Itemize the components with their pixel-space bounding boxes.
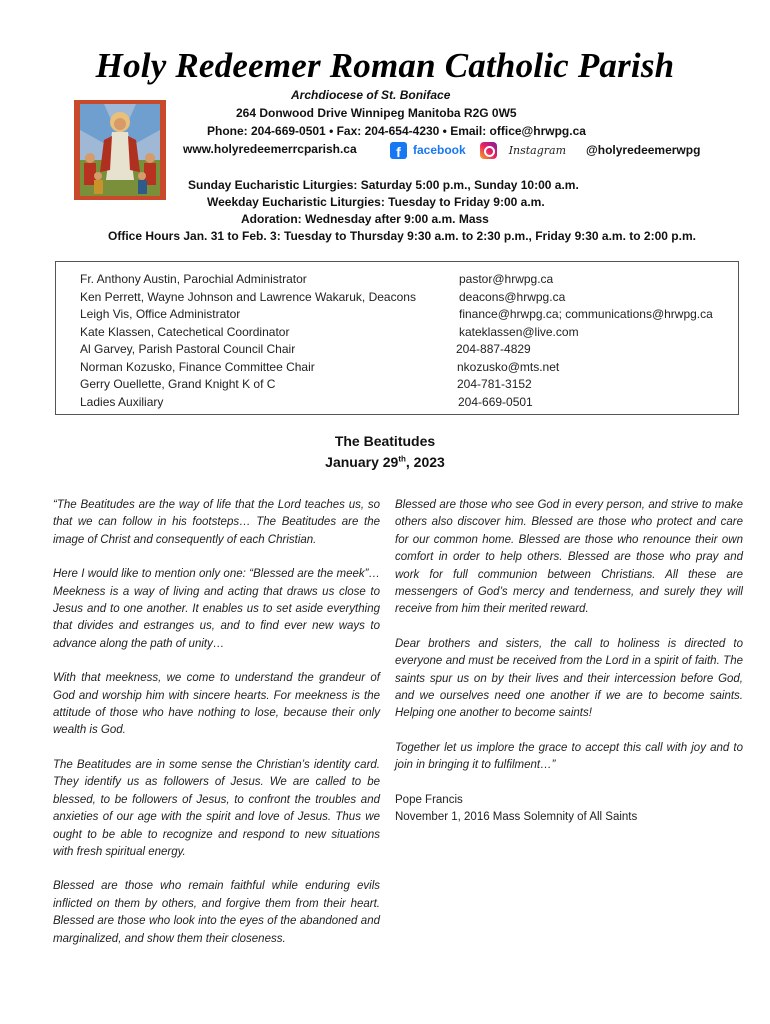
article-paragraph: Together let us implore the grace to accept this call with joy and to join in bringing it to fulfilment…”: [395, 741, 743, 772]
social-links: [390, 141, 700, 159]
contact-directory: [55, 261, 739, 415]
contact-name: Al Garvey, Parish Pastoral Council Chair: [80, 342, 296, 356]
weekday-liturgies: Weekday Eucharistic Liturgies: Tuesday to Friday 9:00 a.m.: [207, 195, 545, 209]
attribution-event: November 1, 2016 Mass Solemnity of All Saints: [395, 811, 638, 824]
contact-detail[interactable]: deacons@hrwpg.ca: [459, 289, 566, 304]
address-line: 264 Donwood Drive Winnipeg Manitoba R2G 0W5: [236, 106, 517, 120]
contact-name: Ken Perrett, Wayne Johnson and Lawrence Wakaruk, Deacons: [80, 289, 416, 304]
contact-name: Fr. Anthony Austin, Parochial Administrator: [80, 272, 307, 286]
contact-row: [80, 325, 720, 343]
contact-name: Ladies Auxiliary: [80, 394, 164, 409]
facebook-icon[interactable]: f: [390, 142, 407, 159]
contact-row: [80, 272, 720, 290]
contact-name: Leigh Vis, Office Administrator: [80, 307, 241, 321]
contact-row: [80, 307, 720, 325]
article-paragraph: With that meekness, we come to understand the grandeur of God and worship him with sincere hearts. For meekness is the attitude of those who have nothing to lose, because their only wealth is God.: [53, 672, 380, 737]
article-paragraph: Blessed are those who remain faithful while enduring evils inflicted on them by others, and forgive them from their heart. Blessed are those who look into the eyes of the abandoned and marginalized, and show them their closeness.: [53, 880, 380, 945]
article-paragraph: Here I would like to mention only one: “Blessed are the meek”…Meekness is a way of living and acting that draws us close to Jesus and to one another. It enables us to set aside everything that divides and estranges us, and to find ever new ways to advance along the path of unity…: [53, 568, 380, 650]
contact-row: [80, 342, 720, 360]
instagram-icon[interactable]: [480, 142, 497, 159]
social-handle[interactable]: @holyredeemerwpg: [586, 143, 701, 157]
article-paragraph: Blessed are those who see God in every person, and strive to make others also discover him. Blessed are those who protect and care for our common home. Blessed are those who renounce their own comfort in order to help others. Blessed are those who pray and work for full communion between Christians. All these are messengers of God’s mercy and tenderness, and surely they will receive from him their merited reward.: [395, 499, 743, 616]
archdiocese-line: Archdiocese of St. Boniface: [291, 88, 451, 102]
article-paragraph: Dear brothers and sisters, the call to holiness is directed to everyone and must be received from the Lord in a spirit of faith. The saints spur us on by their lives and their intercession before God, and we ourselves need one another if we are to become saints. Helping one another to become saints!: [395, 637, 743, 720]
contact-row: [80, 290, 720, 308]
article-right-column: [395, 497, 743, 827]
article-paragraph: The Beatitudes are in some sense the Christian’s identity card. They identify us as followers of Jesus. We are called to be blessed, to be followers of Jesus, to confront the troubles and anxieties of our age with the spirit and love of Jesus. Thus we ought to be able to recognize and respond to new situations with fresh spiritual energy.: [53, 758, 380, 858]
contact-name: Kate Klassen, Catechetical Coordinator: [80, 324, 290, 339]
contact-detail[interactable]: pastor@hrwpg.ca: [459, 272, 554, 286]
office-hours-line: Office Hours Jan. 31 to Feb. 3: Tuesday to Thursday 9:30 a.m. to 2:30 p.m., Friday 9:30 a.m. to 2:00 p.m.: [108, 229, 696, 243]
article-paragraph: “The Beatitudes are the way of life that the Lord teaches us, so that we can follow in his footsteps… The Beatitudes are the image of Christ and consequently of each Christian.: [53, 499, 380, 546]
article-date: January 29th, 2023: [325, 454, 445, 470]
article-title: The Beatitudes: [334, 433, 436, 449]
contact-detail[interactable]: 204-669-0501: [458, 394, 533, 409]
contact-detail[interactable]: nkozusko@mts.net: [457, 359, 560, 374]
contact-row: [80, 360, 720, 378]
sunday-liturgies: Sunday Eucharistic Liturgies: Saturday 5:00 p.m., Sunday 10:00 a.m.: [188, 178, 579, 192]
contact-detail[interactable]: 204-781-3152: [457, 377, 532, 391]
parish-title: Holy Redeemer Roman Catholic Parish: [95, 46, 675, 85]
website-link[interactable]: www.holyredeemerrcparish.ca: [183, 142, 357, 156]
instagram-label[interactable]: Instagram: [508, 143, 567, 157]
contact-row: [80, 395, 720, 413]
attribution-name: Pope Francis: [395, 793, 463, 806]
christ-icon-image: [74, 100, 166, 200]
contact-detail[interactable]: finance@hrwpg.ca; communications@hrwpg.ca: [459, 307, 713, 321]
contact-row: [80, 377, 720, 395]
phone-line: Phone: 204-669-0501 • Fax: 204-654-4230 • Email: office@hrwpg.ca: [207, 124, 586, 138]
adoration-line: Adoration: Wednesday after 9:00 a.m. Mass: [241, 212, 489, 226]
facebook-label[interactable]: facebook: [413, 143, 466, 157]
contact-detail[interactable]: kateklassen@live.com: [459, 324, 579, 339]
contact-detail[interactable]: 204-887-4829: [456, 342, 531, 356]
article-left-column: [53, 497, 380, 965]
contact-name: Norman Kozusko, Finance Committee Chair: [80, 359, 315, 374]
contact-name: Gerry Ouellette, Grand Knight K of C: [80, 377, 276, 391]
